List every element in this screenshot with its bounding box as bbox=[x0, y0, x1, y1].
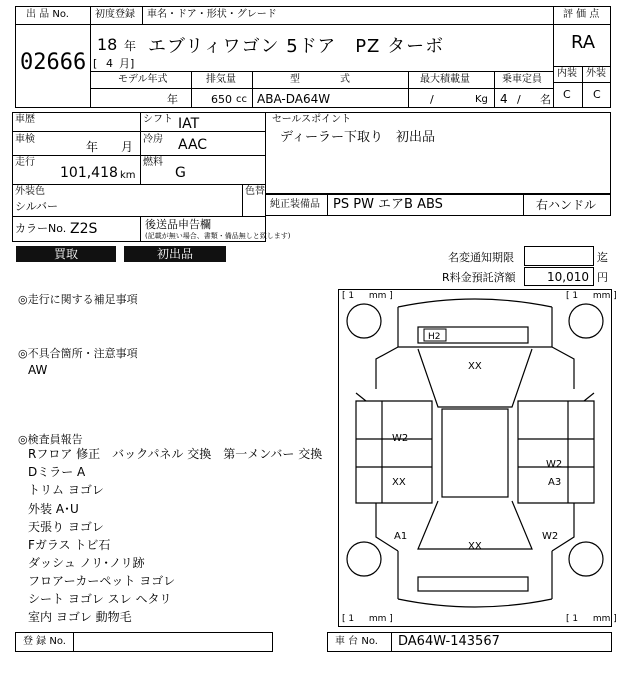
color-no-value: Z2S bbox=[70, 221, 98, 237]
damage-mark: A3 bbox=[548, 477, 562, 488]
model-year-label: モデル年式 bbox=[118, 74, 168, 85]
max-load-slash: / bbox=[430, 93, 434, 106]
door-lines bbox=[382, 401, 568, 503]
inspector-line: フロアーカーペット ヨゴレ bbox=[28, 574, 176, 588]
damage-mark: W2 bbox=[542, 531, 559, 542]
fuel-label: 燃料 bbox=[143, 157, 163, 168]
interior-value: C bbox=[563, 88, 571, 101]
tire-rear-left bbox=[347, 542, 381, 576]
tire-tl-label: [ 1 mm ] bbox=[342, 291, 393, 301]
rear-bumper bbox=[418, 577, 528, 591]
inspector-line: 室内 ヨゴレ 動物毛 bbox=[28, 610, 132, 624]
reg-month: 4 bbox=[106, 57, 113, 70]
name-change-field bbox=[524, 246, 594, 266]
divider bbox=[12, 155, 266, 156]
defects-title: ◎不具合箇所・注意事項 bbox=[18, 347, 138, 360]
displacement-unit: cc bbox=[236, 94, 247, 105]
shift-label: シフト bbox=[143, 114, 173, 125]
inspector-line: Dミラー A bbox=[28, 465, 86, 479]
defects-value: AW bbox=[28, 363, 48, 377]
divider bbox=[582, 66, 583, 108]
tire-front-right bbox=[569, 304, 603, 338]
color-change-label: 色替 bbox=[245, 186, 265, 197]
divider bbox=[553, 24, 611, 25]
reg-no-label: 登 録 No. bbox=[23, 636, 66, 647]
lot-number: 02666 bbox=[20, 50, 87, 75]
type-value: ABA-DA64W bbox=[257, 92, 331, 106]
first-listing-tag: 初出品 bbox=[124, 246, 226, 262]
side-mirror-left bbox=[356, 393, 594, 401]
divider bbox=[523, 194, 524, 216]
divider bbox=[494, 71, 495, 108]
mileage-unit: km bbox=[120, 170, 136, 181]
lot-label: 出 品 No. bbox=[26, 9, 69, 20]
tire-rear-right bbox=[569, 542, 603, 576]
interior-label: 内装 bbox=[557, 68, 577, 79]
displacement-label: 排気量 bbox=[206, 74, 236, 85]
tire-tr-label: [ 1 mm ] bbox=[566, 291, 617, 301]
tire-front-left bbox=[347, 304, 381, 338]
postsale-note: (記載が無い場合、書類・備品無しと致します) bbox=[145, 232, 291, 240]
inspection-year-unit: 年 bbox=[86, 140, 99, 154]
inspector-line: トリム ヨゴレ bbox=[28, 483, 104, 497]
windshield bbox=[418, 349, 532, 407]
damage-mark: A1 bbox=[394, 531, 408, 542]
buy-tag: 買取 bbox=[16, 246, 116, 262]
max-load-label: 最大積載量 bbox=[420, 74, 470, 85]
divider bbox=[140, 112, 141, 184]
recycle-label: R料金預託済額 bbox=[442, 271, 516, 284]
divider bbox=[90, 24, 554, 25]
roof bbox=[442, 409, 508, 497]
recycle-unit: 円 bbox=[597, 271, 608, 284]
damage-mark: W2 bbox=[546, 459, 563, 470]
capacity-label: 乗車定員 bbox=[502, 74, 542, 85]
divider bbox=[73, 632, 74, 652]
reg-month-bracket: [ bbox=[93, 57, 98, 70]
color-no-label: カラーNo. bbox=[15, 222, 67, 235]
mileage-value: 101,418 bbox=[60, 165, 118, 181]
inspection-label: 車検 bbox=[15, 134, 35, 145]
divider bbox=[142, 6, 143, 24]
sales-point-value: ディーラー下取り 初出品 bbox=[280, 130, 435, 145]
inspector-line: シート ヨゴレ スレ ヘタリ bbox=[28, 592, 172, 606]
reg-year: 18 bbox=[97, 35, 118, 54]
inspector-line: Rフロア 修正 バックパネル 交換 第一メンバー 交換 bbox=[28, 447, 323, 461]
divider bbox=[12, 131, 266, 132]
divider bbox=[327, 194, 328, 216]
grade-label: 評 価 点 bbox=[563, 9, 600, 20]
model-label: 車名・ドア・形状・グレード bbox=[147, 9, 277, 20]
model-year-unit: 年 bbox=[167, 93, 178, 106]
ext-color-value: シルバー bbox=[15, 200, 58, 213]
name-change-label: 名変通知期限 bbox=[448, 251, 514, 264]
inspector-line: Fガラス トビ石 bbox=[28, 538, 111, 552]
capacity-value: 4 bbox=[500, 92, 508, 106]
car-diagram bbox=[338, 289, 612, 627]
running-title: ◎走行に関する補足事項 bbox=[18, 293, 138, 306]
ac-label: 冷房 bbox=[143, 134, 163, 145]
inspector-line: ダッシュ ノリ･ノリ跡 bbox=[28, 556, 145, 570]
divider bbox=[12, 216, 266, 217]
chassis-label: 車 台 No. bbox=[335, 636, 378, 647]
divider bbox=[140, 216, 141, 242]
history-label: 車歴 bbox=[15, 114, 35, 125]
divider bbox=[391, 632, 392, 652]
reg-year-unit: 年 bbox=[124, 39, 137, 53]
max-load-unit: Kg bbox=[475, 94, 488, 105]
inspection-month-unit: 月 bbox=[121, 140, 134, 154]
shift-value: IAT bbox=[178, 116, 200, 132]
name-change-unit: 迄 bbox=[597, 251, 608, 264]
divider bbox=[191, 71, 192, 108]
car-front-outline bbox=[398, 299, 552, 347]
grade-value: RA bbox=[571, 32, 596, 53]
damage-mark: XX bbox=[468, 361, 482, 372]
exterior-label: 外装 bbox=[586, 68, 606, 79]
inspector-title: ◎検査員報告 bbox=[18, 433, 83, 446]
divider bbox=[90, 88, 554, 89]
recycle-value: 10,010 bbox=[547, 270, 589, 284]
equipment-value: PS PW エアB ABS bbox=[333, 197, 443, 212]
first-reg-label: 初度登録 bbox=[95, 9, 135, 20]
exterior-value: C bbox=[593, 88, 601, 101]
tire-bl-label: [ 1 mm ] bbox=[342, 614, 393, 624]
capacity-slash: / bbox=[517, 93, 521, 106]
divider bbox=[252, 71, 253, 108]
type-label: 型 式 bbox=[290, 74, 350, 85]
divider bbox=[15, 24, 91, 25]
damage-mark: W2 bbox=[392, 433, 409, 444]
displacement-value: 650 bbox=[211, 93, 232, 106]
damage-mark: XX bbox=[468, 541, 482, 552]
sales-point-label: セールスポイント bbox=[272, 114, 352, 125]
reg-month-unit: 月] bbox=[119, 57, 135, 70]
tire-br-label: [ 1 mm ] bbox=[566, 614, 617, 624]
inspector-line: 外装 A･U bbox=[28, 502, 79, 516]
equipment-label: 純正装備品 bbox=[270, 199, 320, 210]
capacity-unit: 名 bbox=[540, 93, 551, 106]
chassis-value: DA64W-143567 bbox=[398, 634, 500, 649]
steering-value: 右ハンドル bbox=[536, 198, 597, 212]
fuel-value: G bbox=[175, 165, 186, 181]
divider bbox=[12, 184, 266, 185]
inspector-line: 天張り ヨゴレ bbox=[28, 520, 104, 534]
damage-mark: H2 bbox=[428, 332, 441, 342]
divider bbox=[408, 71, 409, 108]
damage-mark: XX bbox=[392, 477, 406, 488]
postsale-label: 後送品申告欄 bbox=[145, 218, 211, 231]
car-name: エブリィワゴン 5ドア PZ ターボ bbox=[148, 36, 445, 57]
mileage-label: 走行 bbox=[15, 157, 35, 168]
ext-color-label: 外装色 bbox=[15, 186, 45, 197]
divider bbox=[242, 184, 243, 216]
ac-value: AAC bbox=[178, 137, 208, 153]
